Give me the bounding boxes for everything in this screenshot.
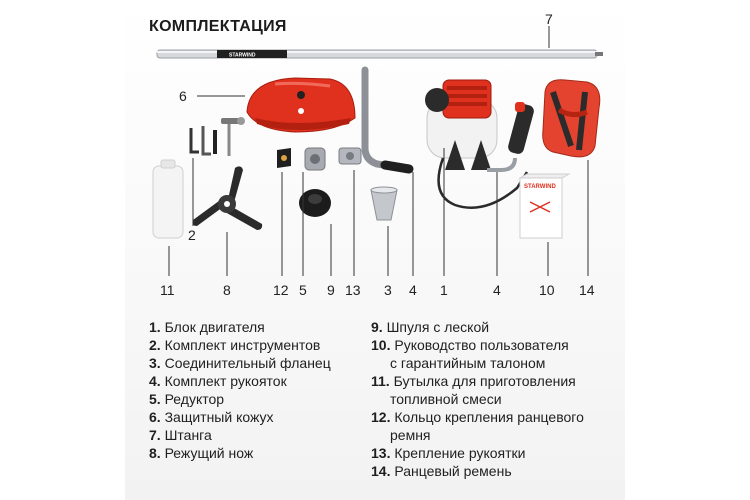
legend-item [149,390,331,408]
legend-item [371,336,584,354]
legend-text: Крепление рукоятки [394,445,526,461]
legend-text: Бутылка для приготовления [393,373,576,389]
legend-item [149,318,331,336]
bottle-image [153,160,183,238]
callout-13: 13 [345,282,361,298]
legend-continuation: с гарантийным талоном [390,355,546,371]
legend-number: 3. [149,355,161,371]
legend-continuation: топливной смеси [390,391,502,407]
tool-kit-image [191,117,245,156]
callout-4b: 4 [493,282,501,298]
shaft-brand-label: STARWIND [229,52,256,59]
backpack-strap-image [543,80,600,157]
legend-number: 8. [149,445,161,461]
legend-number: 11. [371,373,390,389]
legend-item [371,444,584,462]
legend-number: 7. [149,427,161,443]
legend-text: Штанга [164,427,212,443]
legend-text: Шпуля с леской [386,319,490,335]
legend-item [149,354,331,372]
legend-number: 10. [371,337,391,353]
legend-number: 6. [149,409,161,425]
callout-1: 1 [440,282,448,298]
product-illustration [125,0,625,300]
legend-item [149,426,331,444]
legend-item [149,372,331,390]
callout-9: 9 [327,282,335,298]
gearbox-image [305,148,325,170]
legend-text: Комплект рукояток [164,373,287,389]
legend-number: 9. [371,319,383,335]
legend-item [371,462,584,480]
legend-text: Комплект инструментов [164,337,321,353]
legend-number: 12. [371,409,391,425]
page-title: КОМПЛЕКТАЦИЯ [149,18,287,35]
legend-text: Редуктор [164,391,225,407]
cutting-blade-image [193,166,263,230]
legend-item [149,408,331,426]
callout-5: 5 [299,282,307,298]
legend-item [371,372,584,390]
legend-right [371,318,584,480]
guard-image [247,78,355,132]
legend-text: Защитный кожух [164,409,274,425]
legend-text: Блок двигателя [164,319,265,335]
legend-item [371,318,584,336]
legend-item [149,444,331,462]
legend-number: 4. [149,373,161,389]
legend-number: 5. [149,391,161,407]
callout-2: 2 [188,227,196,243]
callout-14: 14 [579,282,595,298]
callout-4a: 4 [409,282,417,298]
callout-6: 6 [179,88,187,104]
callout-12: 12 [273,282,289,298]
legend-text: Кольцо крепления ранцевого [394,409,584,425]
legend-item [371,408,584,426]
strap-ring-image [277,148,291,168]
callout-3: 3 [384,282,392,298]
callout-11: 11 [160,282,175,298]
manual-brand-label: STARWIND [524,184,556,190]
legend-number: 2. [149,337,161,353]
legend-item [149,336,331,354]
callout-10: 10 [539,282,555,298]
equipment-sheet [125,0,625,500]
callout-8: 8 [223,282,231,298]
legend-number: 1. [149,319,161,335]
legend-text: Ранцевый ремень [394,463,512,479]
handle-bar-image [365,70,409,169]
legend-number: 13. [371,445,391,461]
shaft-image [157,50,603,59]
legend-text: Соединительный фланец [164,355,331,371]
user-manual-image [520,174,569,238]
callout-7: 7 [545,11,553,27]
legend-left [149,318,331,462]
legend-number: 14. [371,463,391,479]
legend-text: Руководство пользователя [394,337,569,353]
legend-continuation: ремня [390,427,431,443]
legend-text: Режущий нож [164,445,254,461]
engine-image [425,80,535,208]
connecting-flange-image [371,187,397,220]
trimmer-spool-image [299,189,331,217]
handle-clamp-image [339,148,361,164]
